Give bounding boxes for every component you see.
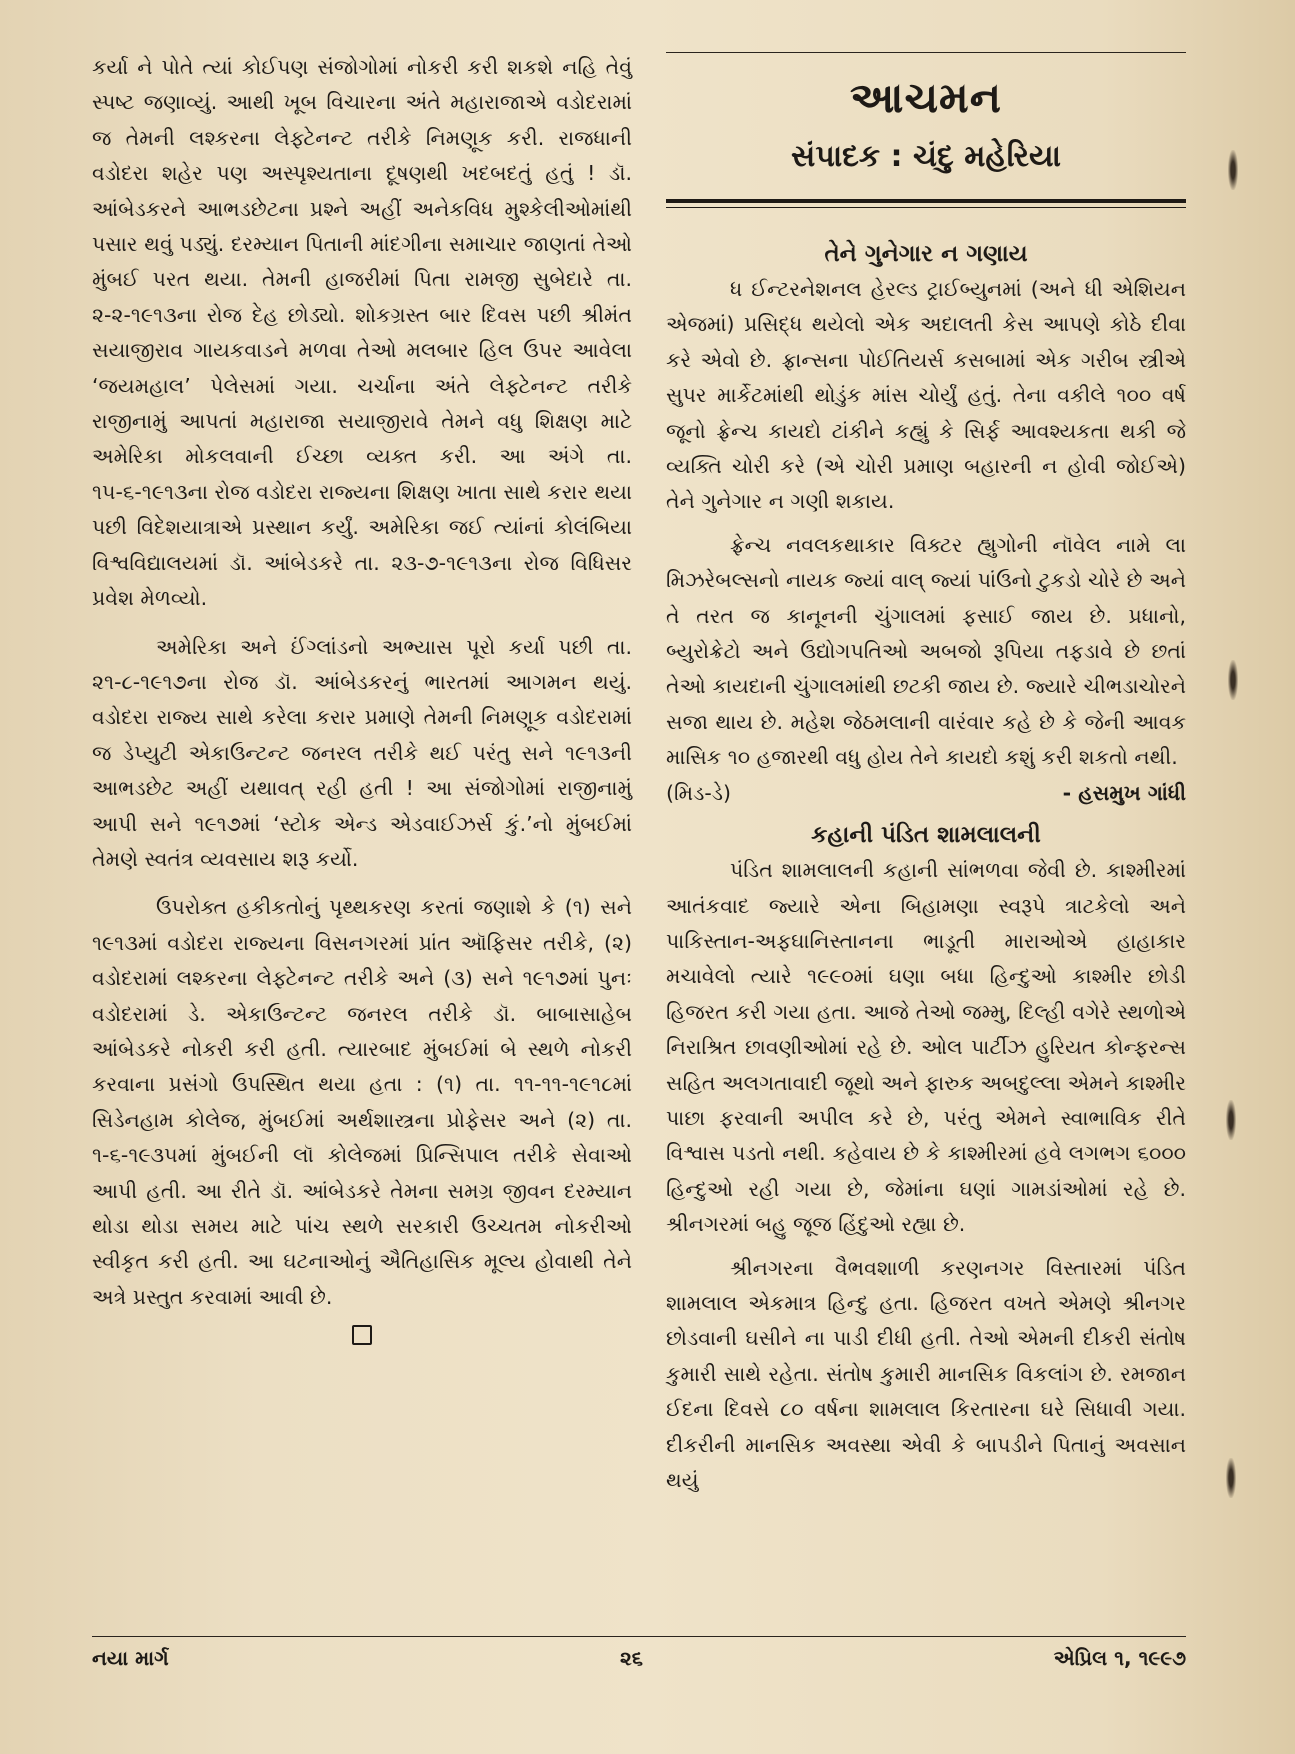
article-paragraph: શ્રીનગરના વૈભવશાળી કરણનગર વિસ્તારમાં પંડિત શામલાલ એકમાત્ર હિન્દુ હતા. હિજરત વખતે એમણે શ્રીનગર છોડવાની ઘસીને ના પાડી દીધી હતી. તેઓ એમની દીકરી સંતોષ કુમારી સાથે રહેતા. સંતોષ કુમારી માનસિક વિકલાંગ છે. રમજાન ઈદના દિવસે ૮૦ વર્ષના શામલાલ કિરતારના ઘરે સિધાવી ગયા. દીકરીની માનસિક અવસ્થા એવી કે બાપડીને પિતાનું અવસાન થયું <box>666 1255 1186 1492</box>
binding-mark <box>1226 1458 1236 1498</box>
column-divider <box>666 52 1186 53</box>
right-column <box>666 52 1186 1498</box>
footer-magazine-name: નયા માર્ગ <box>92 1646 169 1670</box>
section-title: આચમન <box>850 73 1002 122</box>
author-credit: - હસમુખ ગાંધી <box>1062 780 1186 805</box>
double-rule <box>666 199 1186 208</box>
article-paragraph: અમેરિકા અને ઈંગ્લાંડનો અભ્યાસ પૂરો કર્યા પછી તા. ૨૧-૮-૧૯૧૭ના રોજ ડૉ. આંબેડકરનું ભારતમાં આગમન થયું. વડોદરા રાજ્ય સાથે કરેલા કરાર પ્રમાણે તેમની નિમણૂક વડોદરામાં જ ડેપ્યુટી એકાઉન્ટન્ટ જનરલ તરીકે થઈ પરંતુ સને ૧૯૧૩ની આભડછેટ અહીં યથાવત્ રહી હતી ! આ સંજોગોમાં રાજીનામું આપી સને ૧૯૧૭માં ‘સ્ટોક એન્ડ એડવાઈઝર્સ કું.’નો મુંબઈમાં તેમણે સ્વતંત્ર વ્યવસાય શરૂ કર્યો. <box>92 634 632 871</box>
footer-page-number: ૨૬ <box>620 1646 643 1670</box>
binding-mark <box>1228 150 1238 190</box>
footer-date: એપ્રિલ ૧, ૧૯૯૭ <box>1053 1646 1186 1670</box>
left-column <box>92 50 632 1345</box>
end-of-article-icon <box>352 1325 372 1345</box>
source-credit: (મિડ-ડે) <box>666 780 732 805</box>
article-paragraph: ફ્રેન્ચ નવલકથાકાર વિક્ટર હ્યુગોની નૉવેલ નામે લા મિઝરેબલ્સનો નાયક જ્યાં વાલ્ જ્યાં પાંઉનો ટુકડો ચોરે છે અને તે તરત જ કાનૂનની ચુંગાલમાં ફસાઈ જાય છે. પ્રધાનો, બ્યુરોક્રેટો અને ઉદ્યોગપતિઓ અબજો રૂપિયા તફડાવે છે છતાં તેઓ કાયદાની ચુંગાલમાંથી છટકી જાય છે. જ્યારે ચીભડાચોરને સજા થાય છે. મહેશ જેઠમલાની વારંવાર કહે છે કે જેની આવક માસિક ૧૦ હજારથી વધુ હોય તેને કાયદો કશું કરી શકતો નથી. <box>666 532 1186 770</box>
article-paragraph: પંડિત શામલાલની કહાની સાંભળવા જેવી છે. કાશ્મીરમાં આતંકવાદ જ્યારે એના બિહામણા સ્વરૂપે ત્રાટકેલો અને પાકિસ્તાન-અફઘાનિસ્તાનના ભાડૂતી મારાઓએ હાહાકાર મચાવેલો ત્યારે ૧૯૯૦માં ઘણા બધા હિન્દુઓ કાશ્મીર છોડી હિજરત કરી ગયા હતા. આજે તેઓ જમ્મુ, દિલ્હી વગેરે સ્થળોએ નિરાશ્રિત છાવણીઓમાં રહે છે. ઓલ પાર્ટીઝ હુરિયત કોન્ફરન્સ સહિત અલગતાવાદી જૂથો અને ફારુક અબદુલ્લા એમને કાશ્મીર પાછા ફરવાની અપીલ કરે છે, પરંતુ એમને સ્વાભાવિક રીતે વિશ્વાસ પડતો નથી. કહેવાય છે કે કાશ્મીરમાં હવે લગભગ ૬૦૦૦ હિન્દુઓ રહી ગયા છે, જેમાંના ઘણાં ગામડાંઓમાં રહે છે. શ્રીનગરમાં બહુ જૂજ હિંદુઓ રહ્યા છે. <box>666 858 1186 1237</box>
article-paragraph: કર્યા ને પોતે ત્યાં કોઈપણ સંજોગોમાં નોકરી કરી શકશે નહિ તેવું સ્પષ્ટ જણાવ્યું. આથી ખૂબ વિચારના અંતે મહારાજાએ વડોદરામાં જ તેમની લશ્કરના લેફ્ટેનન્ટ તરીકે નિમણૂક કરી. રાજધાની વડોદરા શહેર પણ અસ્પૃશ્યતાના દૂષણથી ખદબદતું હતું ! ડૉ. આંબેડકરને આભડછેટના પ્રશ્ને અહીં અનેકવિધ મુશ્કેલીઓમાંથી પસાર થવું પડ્યું. દરમ્યાન પિતાની માંદગીના સમાચાર જાણતાં તેઓ મુંબઈ પરત થયા. તેમની હાજરીમાં પિતા રામજી સુબેદારે તા. ૨-૨-૧૯૧૩ના રોજ દેહ છોડ્યો. શોકગ્રસ્ત બાર દિવસ પછી શ્રીમંત સયાજીરાવ ગાયકવાડને મળવા તેઓ મલબાર હિલ ઉપર આવેલા ‘જયમહાલ’ પેલેસમાં ગયા. ચર્ચાના અંતે લેફ્ટેનન્ટ તરીકે રાજીનામું આપતાં મહારાજા સયાજીરાવે તેમને વધુ શિક્ષણ માટે અમેરિકા મોકલવાની ઈચ્છા વ્યક્ત કરી. આ અંગે તા. ૧૫-૬-૧૯૧૩ના રોજ વડોદરા રાજ્યના શિક્ષણ ખાતા સાથે કરાર થયા પછી વિદેશયાત્રાએ પ્રસ્થાન કર્યું. અમેરિકા જઈ ત્યાંનાં કોલંબિયા વિશ્વવિદ્યાલયમાં ડૉ. આંબેડકરે તા. ૨૩-૭-૧૯૧૩ના રોજ વિધિસર પ્રવેશ મેળવ્યો. <box>92 55 632 611</box>
editor-credit: સંપાદક : ચંદુ મહેરિયા <box>791 139 1061 174</box>
binding-mark <box>1226 1100 1236 1140</box>
section-heading: કહાની પંડિત શામલાલની <box>811 822 1041 849</box>
footer-rule <box>92 1636 1186 1637</box>
article-paragraph: ધ ઈન્ટરનેશનલ હેરલ્ડ ટ્રાઈબ્યુનમાં (અને ધી એશિયન એજમાં) પ્રસિદ્ધ થયેલો એક અદાલતી કેસ આપણે કોઠે દીવા કરે એવો છે. ફ્રાન્સના પોઈતિયર્સ કસબામાં એક ગરીબ સ્ત્રીએ સુપર માર્કેટમાંથી થોડુંક માંસ ચોર્યું હતું. તેના વકીલે ૧૦૦ વર્ષ જૂનો ફ્રેન્ચ કાયદો ટાંકીને કહ્યું કે સિર્ફ આવશ્યકતા થકી જે વ્યક્તિ ચોરી કરે (એ ચોરી પ્રમાણ બહારની ન હોવી જોઈએ) તેને ગુનેગાર ન ગણી શકાય. <box>666 277 1186 514</box>
byline <box>666 776 1186 811</box>
binding-mark <box>1228 660 1238 700</box>
section-heading: તેને ગુનેગાર ન ગણાય <box>824 241 1028 267</box>
article-paragraph: ઉપરોક્ત હકીકતોનું પૃથ્થકરણ કરતાં જણાશે કે (૧) સને ૧૯૧૩માં વડોદરા રાજ્યના વિસનગરમાં પ્રાંત ઑફિસર તરીકે, (૨) વડોદરામાં લશ્કરના લેફ્ટેનન્ટ તરીકે અને (૩) સને ૧૯૧૭માં પુનઃ વડોદરામાં ડે. એકાઉન્ટન્ટ જનરલ તરીકે ડૉ. બાબાસાહેબ આંબેડકરે નોકરી કરી હતી. ત્યારબાદ મુંબઈમાં બે સ્થળે નોકરી કરવાના પ્રસંગો ઉપસ્થિત થયા હતા : (૧) તા. ૧૧-૧૧-૧૯૧૮માં સિડેનહામ કોલેજ, મુંબઈમાં અર્થશાસ્ત્રના પ્રોફેસર અને (૨) તા. ૧-૬-૧૯૩૫માં મુંબઈની લૉ કોલેજમાં પ્રિન્સિપાલ તરીકે સેવાઓ આપી હતી. આ રીતે ડૉ. આંબેડકરે તેમના સમગ્ર જીવન દરમ્યાન થોડા થોડા સમય માટે પાંચ સ્થળે સરકારી ઉચ્ચતમ નોકરીઓ સ્વીકૃત કરી હતી. આ ઘટનાઓનું ઐતિહાસિક મૂલ્ય હોવાથી તેને અત્રે પ્રસ્તુત કરવામાં આવી છે. <box>92 895 632 1309</box>
